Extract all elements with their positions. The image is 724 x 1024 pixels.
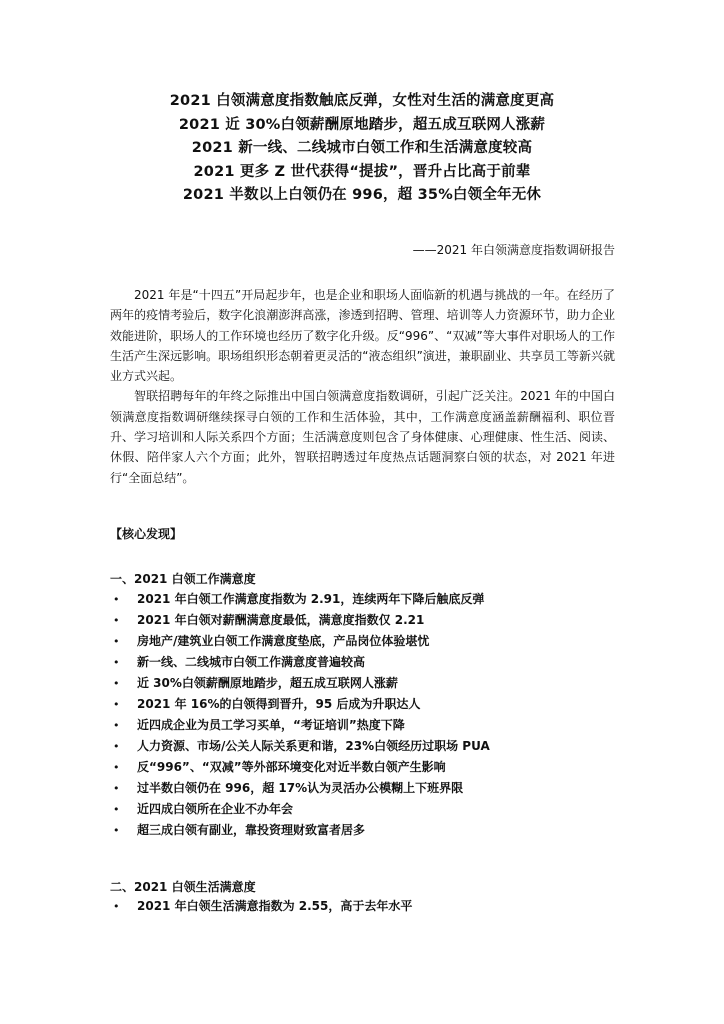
bullet-icon: •: [113, 698, 120, 711]
bullet-icon: •: [113, 635, 120, 648]
headline-block: [0, 90, 724, 208]
section-title-life: 二、2021 白领生活满意度: [110, 880, 256, 894]
bullet-icon: •: [113, 824, 120, 837]
bullet-icon: •: [113, 803, 120, 816]
bullet-icon: •: [113, 900, 120, 913]
document-page: 2021 白领满意度指数触底反弹，女性对生活的满意度更高 2021 近 30%白领薪酬原地踏步，超五成互联网人涨薪 2021 新一线、二线城市白领工作和生活满意度较高 2021 更多 Z 世代获得“提拔”，晋升占比高于前辈 2021 半数以上白领仍在 996，超 35%白领全年无休 ——2021 年白领满意度指数调研报告 2021 年是“十四五”开局起步年，也是企业和职场人面临新的机遇与挑战的一年。在经历了两年的疫情考验后，数字化浪潮澎湃高涨，渗透到招聘、管理、培训等人力资源环节，助力企业效能进阶，职场人的工作环境也经历了数字化升级。反“996”、“双减”等大事件对职场人的工作生活产生深远影响。职场组织形态朝着更灵活的“液态组织”演进，兼职副业、共享员工等新兴就业方式兴起。 智联招聘每年的年终之际推出中国白领满意度指数调研，引起广泛关注。2021 年的中国白领满意度指数调研继续探寻白领的工作和生活体验，其中，工作满意度涵盖薪酬福利、职位晋升、学习培训和人际关系四个方面；生活满意度则包含了身体健康、心理健康、性生活、阅读、休假、陪伴家人六个方面；此外，智联招聘透过年度热点话题洞察白领的状态，对 2021 年进行“全面总结”。 【核心发现】 一、2021 白领工作满意度 • 2021 年白领工作满意度指数为 2.91，连续两年下降后触底反弹 • 2021 年白领对薪酬满意度最低，满意度指数仅 2.21 • 房地产/建筑业白领工作满意度垫底，产品岗位体验堪忧 • 新一线、二线城市白领工作满意度普遍较高 • 近 30%白领薪酬原地踏步，超五成互联网人涨薪 • 2021 年 16%的白领得到晋升，95 后成为升职达人 • 近四成企业为员工学习买单，“考证培训”热度下降 • 人力资源、市场/公关人际关系更和谐，23%白领经历过职场 PUA • 反“996”、“双减”等外部环境变化对近半数白领产生影响 • 过半数白领仍在 996，超 17%认为灵活办公模糊上下班界限 • 近四成白领所在企业不办年会 • 超三成白领有副业，靠投资理财致富者居多 二、2021 白领生活满意度 • 2021 年白领生活满意指数为 2.55，高于去年水平: [0, 0, 724, 1024]
headline: 2021 新一线、二线城市白领工作和生活满意度较高: [191, 140, 533, 156]
headline: 2021 白领满意度指数触底反弹，女性对生活的满意度更高: [169, 93, 555, 109]
headline: 2021 更多 Z 世代获得“提拔”，晋升占比高于前辈: [193, 163, 531, 180]
bullet-icon: •: [113, 656, 120, 669]
bullet-icon: •: [113, 740, 120, 753]
section-title-work: 一、2021 白领工作满意度: [110, 572, 256, 586]
bullet-icon: •: [113, 593, 120, 606]
intro-text: [110, 285, 615, 488]
core-findings-label: 【核心发现】: [110, 527, 183, 541]
paragraph: 2021 年是“十四五”开局起步年，也是企业和职场人面临新的机遇与挑战的一年。在经历了两年的疫情考验后，数字化浪潮澎湃高涨，渗透到招聘、管理、培训等人力资源环节，助力企业效能进阶，职场人的工作环境也经历了数字化升级。反“996”、“双减”等大事件对职场人的工作生活产生深远影响。职场组织形态朝着更灵活的“液态组织”演进，兼职副业、共享员工等新兴就业方式兴起。: [110, 288, 615, 384]
report-attribution: ——2021 年白领满意度指数调研报告: [412, 243, 615, 257]
headline: 2021 近 30%白领薪酬原地踏步，超五成互联网人涨薪: [178, 116, 546, 133]
headline: 2021 半数以上白领仍在 996，超 35%白领全年无休: [182, 187, 542, 203]
bullet-icon: •: [113, 782, 120, 795]
bullet-icon: •: [113, 761, 120, 774]
paragraph: 智联招聘每年的年终之际推出中国白领满意度指数调研，引起广泛关注。2021 年的中国白领满意度指数调研继续探寻白领的工作和生活体验，其中，工作满意度涵盖薪酬福利、职位晋升、学习培训和人际关系四个方面；生活满意度则包含了身体健康、心理健康、性生活、阅读、休假、陪伴家人六个方面；此外，智联招聘透过年度热点话题洞察白领的状态，对 2021 年进行“全面总结”。: [110, 389, 615, 485]
bullet-icon: •: [113, 719, 120, 732]
bullet-icon: •: [113, 614, 120, 627]
bullet-icon: •: [113, 677, 120, 690]
